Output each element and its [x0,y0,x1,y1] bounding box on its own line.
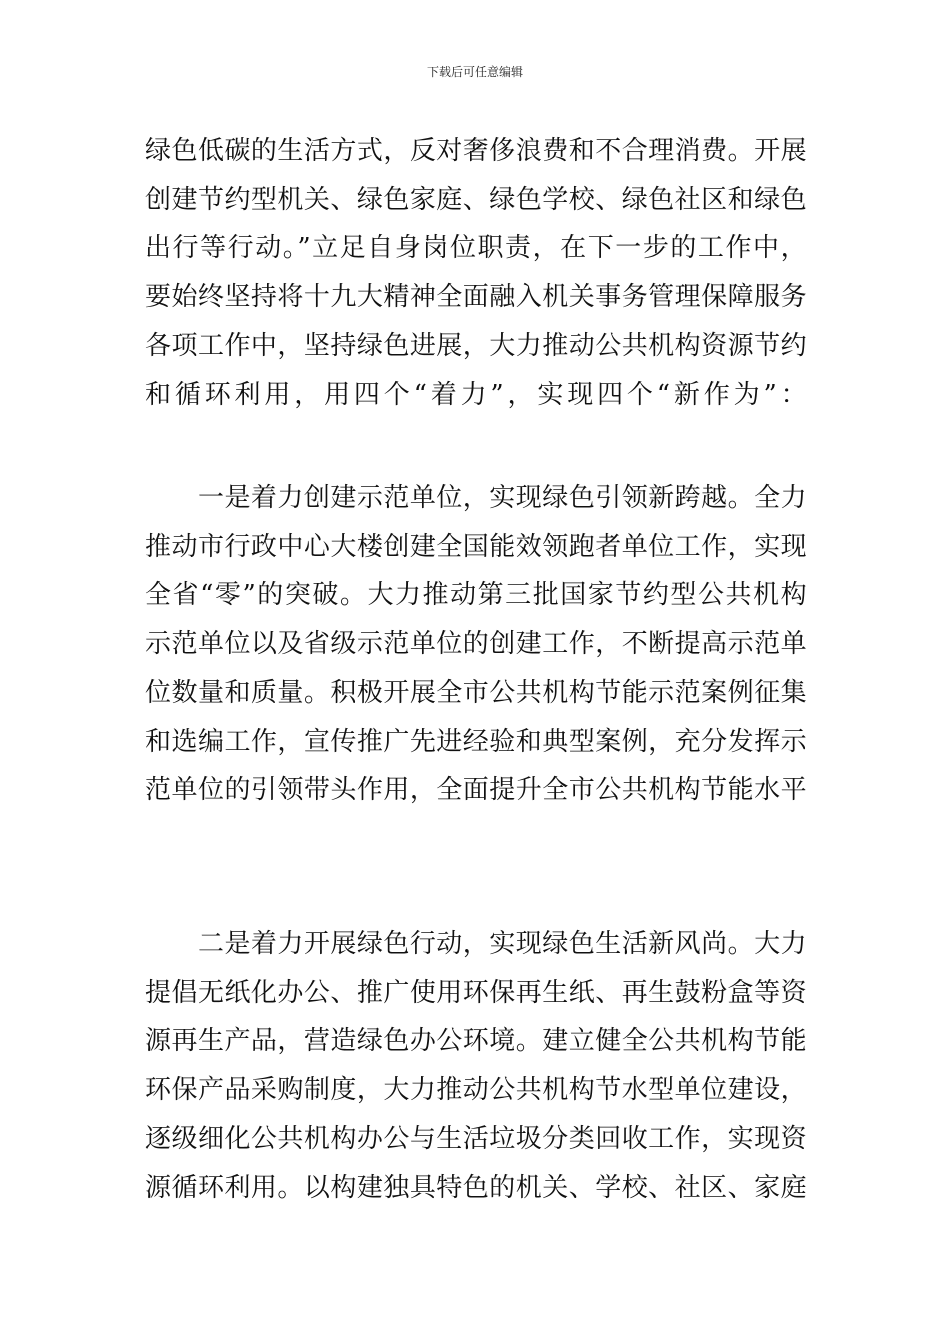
text-line: 逐级细化公共机构办公与生活垃圾分类回收工作，实现资 [145,1123,807,1154]
text-line: 源再生产品，营造绿色办公环境。建立健全公共机构节能 [145,1026,807,1057]
text-line: 要始终坚持将十九大精神全面融入机关事务管理保障服务 [145,282,807,313]
page-header: 下载后可任意编辑 [426,65,523,79]
paragraph-1 [145,127,807,419]
text-line: 全省“零”的突破。大力推动第三批国家节约型公共机构 [145,580,807,611]
text-line: 位数量和质量。积极开展全市公共机构节能示范案例征集 [145,677,807,708]
text-line: 和循环利用，用四个“着力”，实现四个“新作为”： [145,379,807,410]
paragraph-2 [145,474,807,815]
text-line: 示范单位以及省级示范单位的创建工作，不断提高示范单 [145,629,807,660]
text-line: 提倡无纸化办公、推广使用环保再生纸、再生鼓粉盒等资 [145,977,807,1008]
text-line: 范单位的引领带头作用，全面提升全市公共机构节能水平 [145,775,807,806]
text-line: 二是着力开展绿色行动，实现绿色生活新风尚。大力 [145,929,807,959]
text-line: 和选编工作，宣传推广先进经验和典型案例，充分发挥示 [145,726,807,757]
text-line: 源循环利用。以构建独具特色的机关、学校、社区、家庭 [145,1172,807,1203]
text-line: 环保产品采购制度，大力推动公共机构节水型单位建设， [145,1075,807,1106]
text-line: 推动市行政中心大楼创建全国能效领跑者单位工作，实现 [145,531,807,562]
text-line: 绿色低碳的生活方式，反对奢侈浪费和不合理消费。开展 [145,136,807,166]
text-line: 创建节约型机关、绿色家庭、绿色学校、绿色社区和绿色 [145,184,807,215]
paragraph-3 [145,920,807,1212]
text-line: 各项工作中，坚持绿色进展，大力推动公共机构资源节约 [145,330,807,361]
text-line: 出行等行动。”立足自身岗位职责，在下一步的工作中， [145,233,807,264]
text-line: 一是着力创建示范单位，实现绿色引领新跨越。全力 [145,483,807,513]
